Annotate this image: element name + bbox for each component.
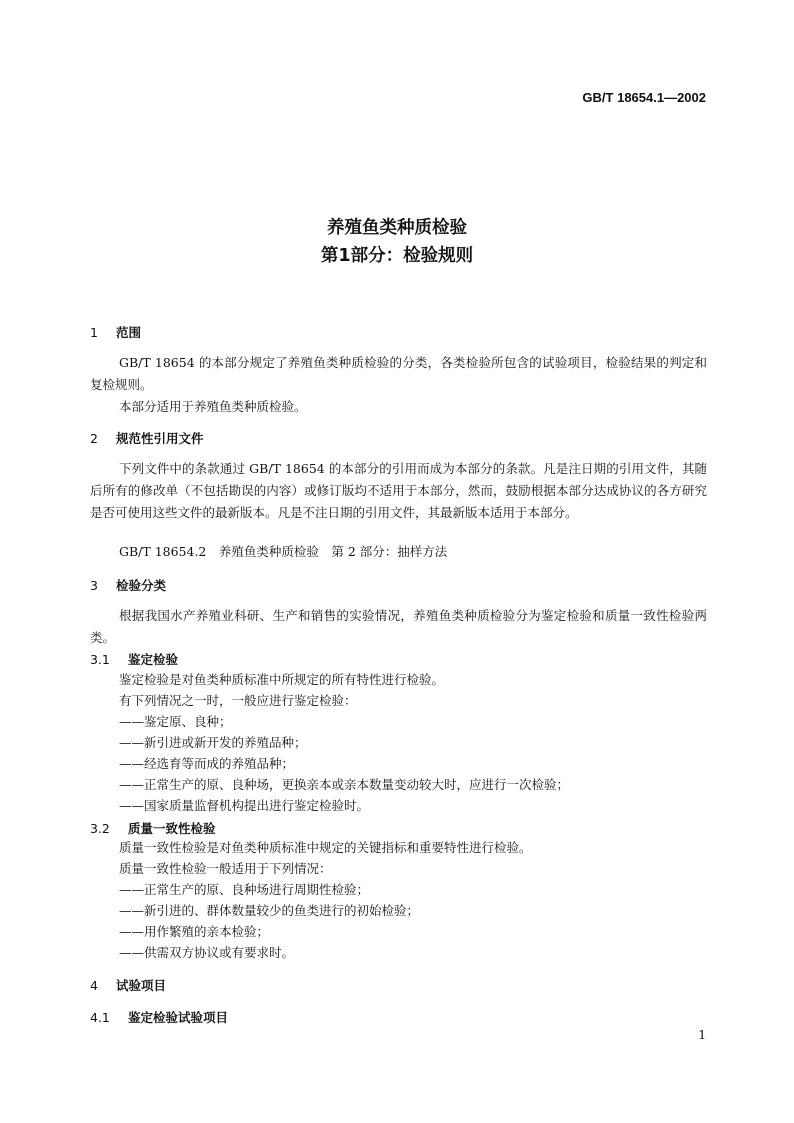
subsection-number: 4.1 xyxy=(90,1010,110,1025)
section-number: 3 xyxy=(90,578,98,593)
section-3-heading xyxy=(90,576,166,594)
section-3-paragraph-1: 根据我国水产养殖业科研、生产和销售的实验情况，养殖鱼类种质检验分为鉴定检验和质量一致性检验两类。 xyxy=(90,608,707,645)
doc-title-line2: 第1部分：检验规则 xyxy=(320,246,474,266)
section-number: 1 xyxy=(90,325,98,340)
list-item: 质量一致性检验是对鱼类种质标准中规定的关键指标和重要特性进行检验。 xyxy=(119,840,532,855)
list-item: ——经选育等而成的养殖品种； xyxy=(119,756,295,771)
list-item: ——鉴定原、良种； xyxy=(119,714,232,729)
section-4-heading xyxy=(90,976,166,994)
subsection-title: 质量一致性检验 xyxy=(128,821,216,836)
section-title: 试验项目 xyxy=(116,978,167,993)
list-item: 质量一致性检验一般适用于下列情况： xyxy=(119,861,332,876)
standard-number: GB/T 18654.1—2002 xyxy=(582,90,706,105)
section-1-heading xyxy=(90,323,141,341)
list-item: ——新引进的、群体数量较少的鱼类进行的初始检验； xyxy=(119,903,420,918)
section-number: 2 xyxy=(90,431,98,446)
list-item: ——国家质量监督机构提出进行鉴定检验时。 xyxy=(119,798,370,813)
section-1-paragraph-1: GB/T 18654 的本部分规定了养殖鱼类种质检验的分类，各类检验所包含的试验项目，检验结果的判定和复检规则。 xyxy=(90,355,707,392)
subsection-number: 3.1 xyxy=(90,652,110,667)
subsection-title: 鉴定检验试验项目 xyxy=(128,1010,229,1025)
subsection-number: 3.2 xyxy=(90,821,110,836)
list-item: ——供需双方协议或有要求时。 xyxy=(119,945,295,960)
section-2-heading xyxy=(90,429,204,447)
section-title: 范围 xyxy=(116,325,142,340)
section-number: 4 xyxy=(90,978,98,993)
list-item: ——正常生产的原、良种场进行周期性检验； xyxy=(119,882,370,897)
page-number: 1 xyxy=(698,1028,706,1042)
list-item: 鉴定检验是对鱼类种质标准中所规定的所有特性进行检验。 xyxy=(119,672,445,687)
section-2-paragraph-1: 下列文件中的条款通过 GB/T 18654 的本部分的引用而成为本部分的条款。凡是注日期的引用文件，其随后所有的修改单（不包括勘误的内容）或修订版均不适用于本部分，然而，鼓励根据本部分达成协议的各方研究是否可使用这些文件的最新版本。凡是不注日期的引用文件，其最新版本适用于本部分。 xyxy=(90,461,707,520)
list-item: ——用作繁殖的亲本检验； xyxy=(119,924,270,939)
section-title: 检验分类 xyxy=(116,578,167,593)
section-title: 规范性引用文件 xyxy=(116,431,204,446)
subsection-3-1-heading xyxy=(90,650,178,668)
normative-reference: GB/T 18654.2 养殖鱼类种质检验 第 2 部分：抽样方法 xyxy=(119,544,448,559)
subsection-3-2-heading xyxy=(90,819,216,837)
list-item: ——正常生产的原、良种场，更换亲本或亲本数量变动较大时，应进行一次检验； xyxy=(119,777,570,792)
section-1-paragraph-2: 本部分适用于养殖鱼类种质检验。 xyxy=(119,399,307,414)
subsection-title: 鉴定检验 xyxy=(128,652,179,667)
doc-title-line1: 养殖鱼类种质检验 xyxy=(327,218,467,238)
subsection-4-1-heading xyxy=(90,1008,228,1026)
list-item: 有下列情况之一时，一般应进行鉴定检验： xyxy=(119,693,357,708)
list-item: ——新引进或新开发的养殖品种； xyxy=(119,735,307,750)
